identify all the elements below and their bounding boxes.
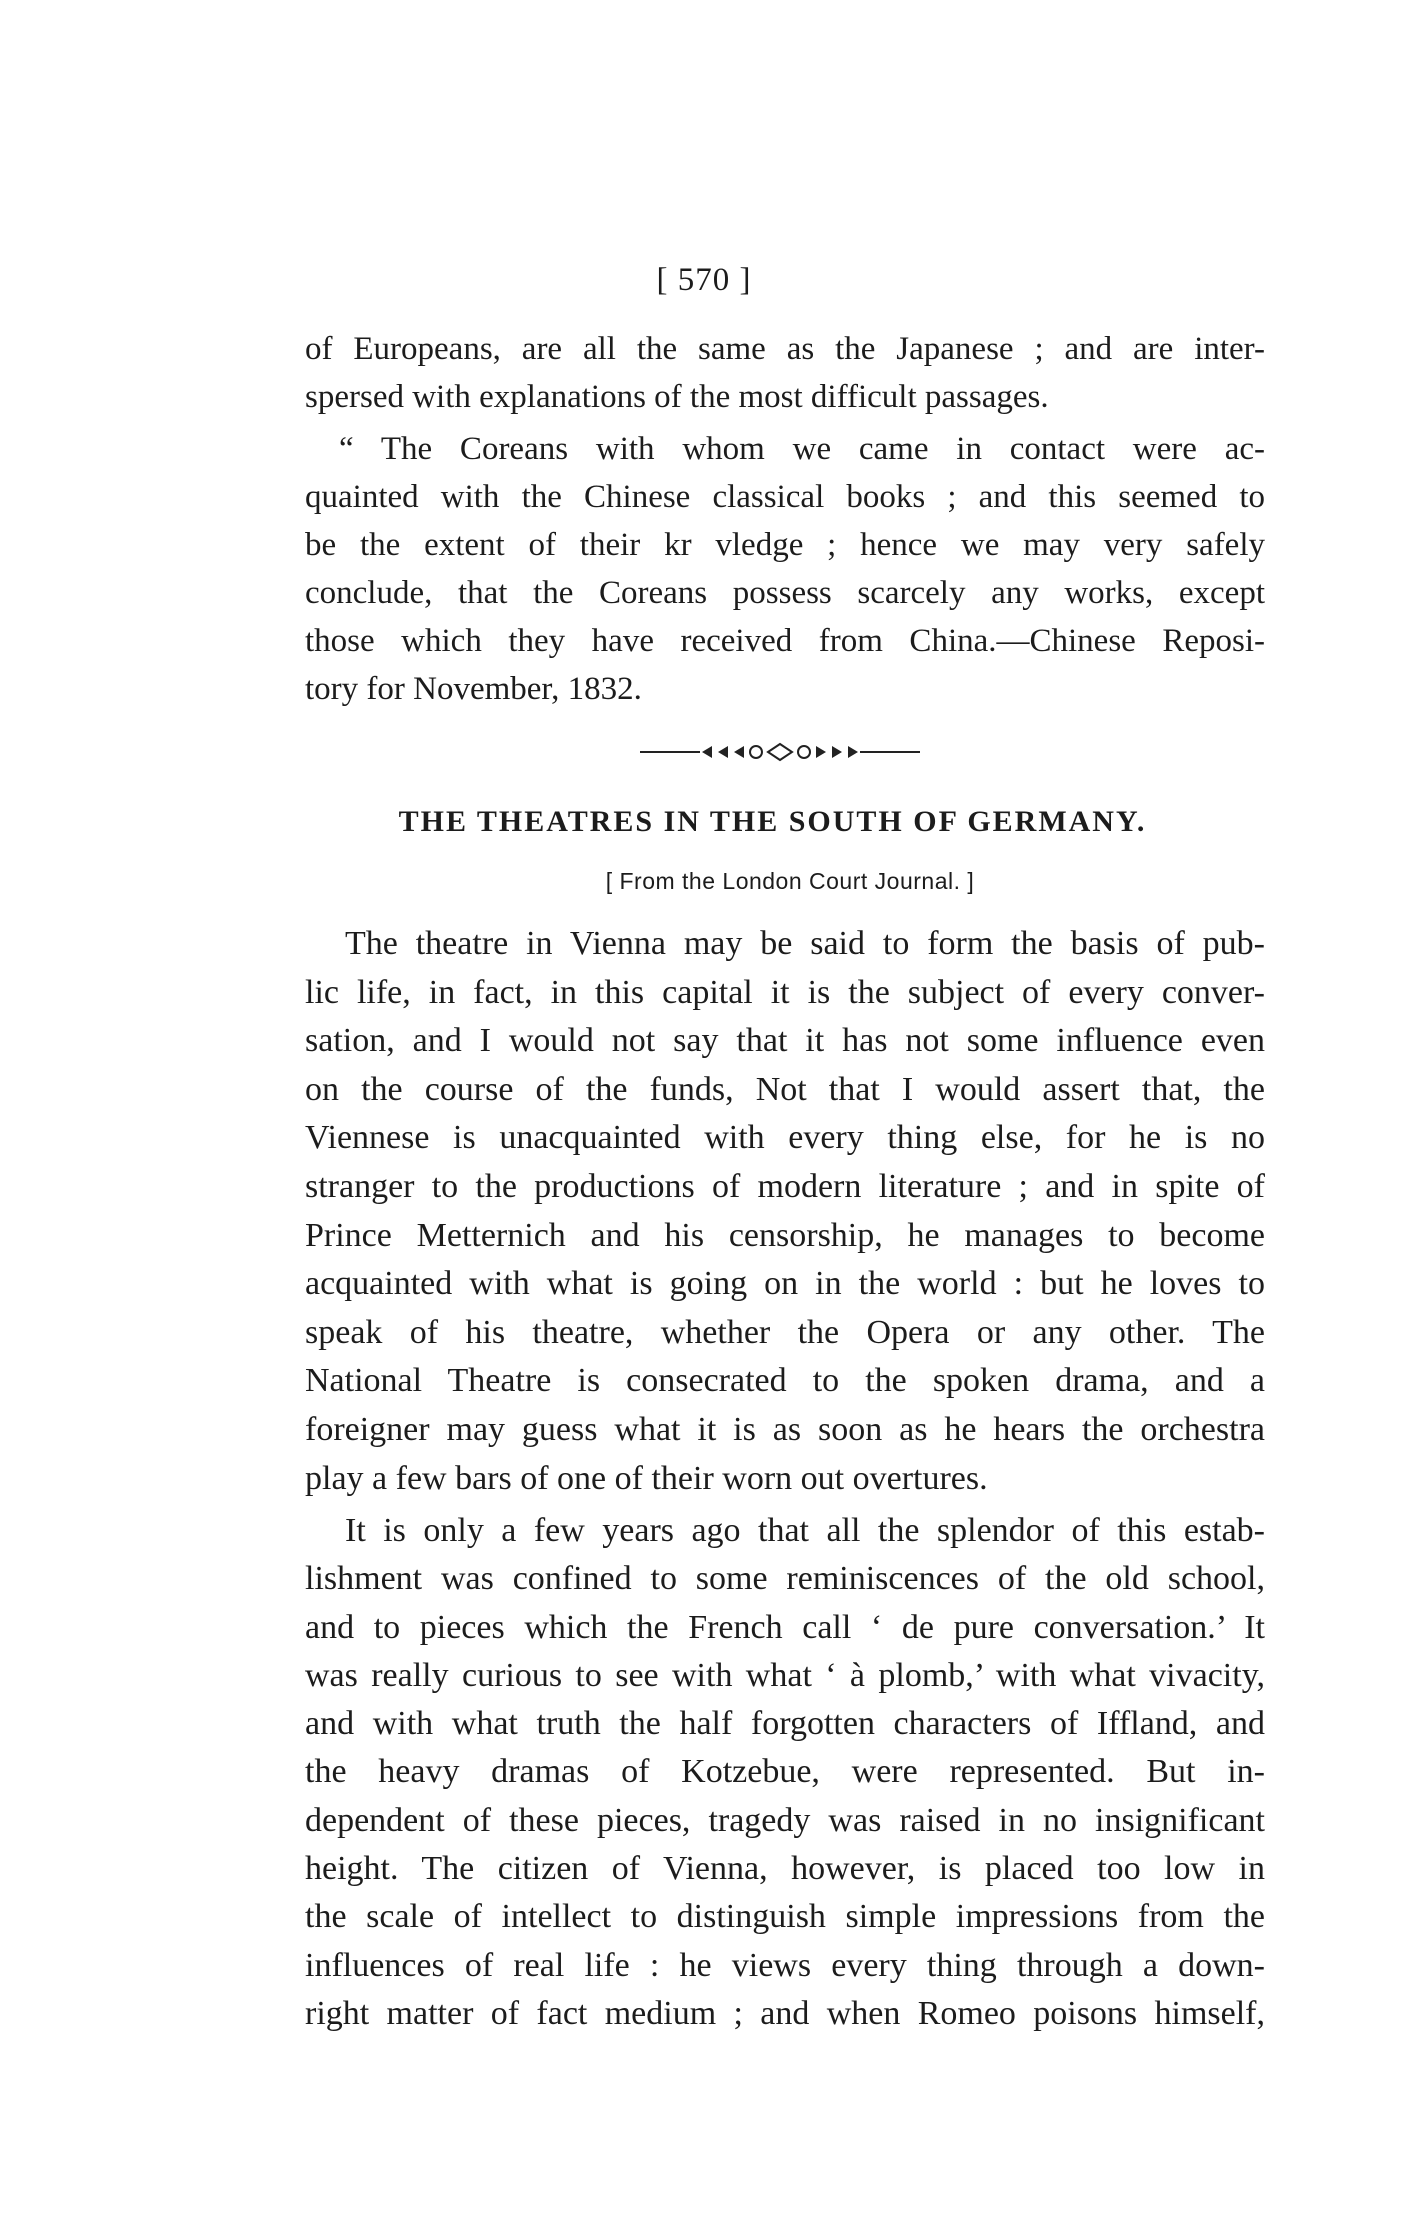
text-line: It is only a few years ago that all the splendor of this estab-	[345, 1512, 1265, 1549]
text-line: “ The Coreans with whom we came in contact were ac-	[339, 431, 1265, 467]
text-line: and to pieces which the French call ‘ de pure conversation.’ It	[305, 1608, 1265, 1646]
text-line: height. The citizen of Vienna, however, is placed too low in	[305, 1850, 1265, 1888]
text-line: the scale of intellect to distinguish simple impressions from the	[305, 1898, 1265, 1936]
page-number: [ 570 ]	[656, 262, 752, 298]
ornament-divider	[640, 740, 920, 764]
text-line: of Europeans, are all the same as the Japanese ; and are inter-	[305, 331, 1265, 367]
text-line: speak of his theatre, whether the Opera or any other. The	[305, 1313, 1265, 1351]
text-line: and with what truth the half forgotten characters of Iffland, and	[305, 1705, 1265, 1743]
text-line: dependent of these pieces, tragedy was raised in no insignificant	[305, 1801, 1265, 1839]
text-line: on the course of the funds, Not that I would assert that, the	[305, 1070, 1265, 1108]
text-line: be the extent of their kr vledge ; hence we may very safely	[305, 527, 1265, 563]
text-line: The theatre in Vienna may be said to form the basis of pub-	[345, 925, 1265, 962]
text-line: lishment was confined to some reminiscences of the old school,	[305, 1560, 1265, 1598]
text-line: tory for November, 1832.	[305, 671, 642, 707]
quote-paragraph	[305, 425, 1265, 713]
text-line: the heavy dramas of Kotzebue, were represented. But in-	[305, 1753, 1265, 1791]
body-paragraph	[305, 1507, 1265, 2038]
source-note: [ From the London Court Journal. ]	[605, 868, 975, 894]
text-line: foreigner may guess what it is as soon as he hears the orchestra	[305, 1410, 1265, 1448]
text-line: play a few bars of one of their worn out overtures.	[305, 1459, 988, 1497]
text-line: was really curious to see with what ‘ à plomb,’ with what vivacity,	[305, 1656, 1265, 1694]
text-line: influences of real life : he views every thing through a down-	[305, 1946, 1265, 1984]
text-line: lic life, in fact, in this capital it is the subject of every conver-	[305, 973, 1265, 1011]
text-line: spersed with explanations of the most difficult passages.	[305, 379, 1049, 415]
text-line: acquainted with what is going on in the world : but he loves to	[305, 1265, 1265, 1303]
text-line: right matter of fact medium ; and when Romeo poisons himself,	[305, 1994, 1265, 2032]
text-line: quainted with the Chinese classical books ; and this seemed to	[305, 479, 1265, 515]
text-line: Viennese is unacquainted with every thing else, for he is no	[305, 1119, 1265, 1157]
text-line: those which they have received from China.—Chinese Reposi-	[305, 623, 1265, 659]
section-title: THE THEATRES IN THE SOUTH OF GERMANY.	[398, 805, 1147, 838]
text-line: sation, and I would not say that it has not some influence even	[305, 1022, 1265, 1060]
text-line: conclude, that the Coreans possess scarcely any works, except	[305, 575, 1265, 611]
text-line: National Theatre is consecrated to the spoken drama, and a	[305, 1362, 1265, 1400]
text-line: Prince Metternich and his censorship, he manages to become	[305, 1216, 1265, 1254]
text-line: stranger to the productions of modern literature ; and in spite of	[305, 1167, 1265, 1205]
body-paragraph	[305, 920, 1265, 1503]
continued-paragraph	[305, 325, 1265, 421]
